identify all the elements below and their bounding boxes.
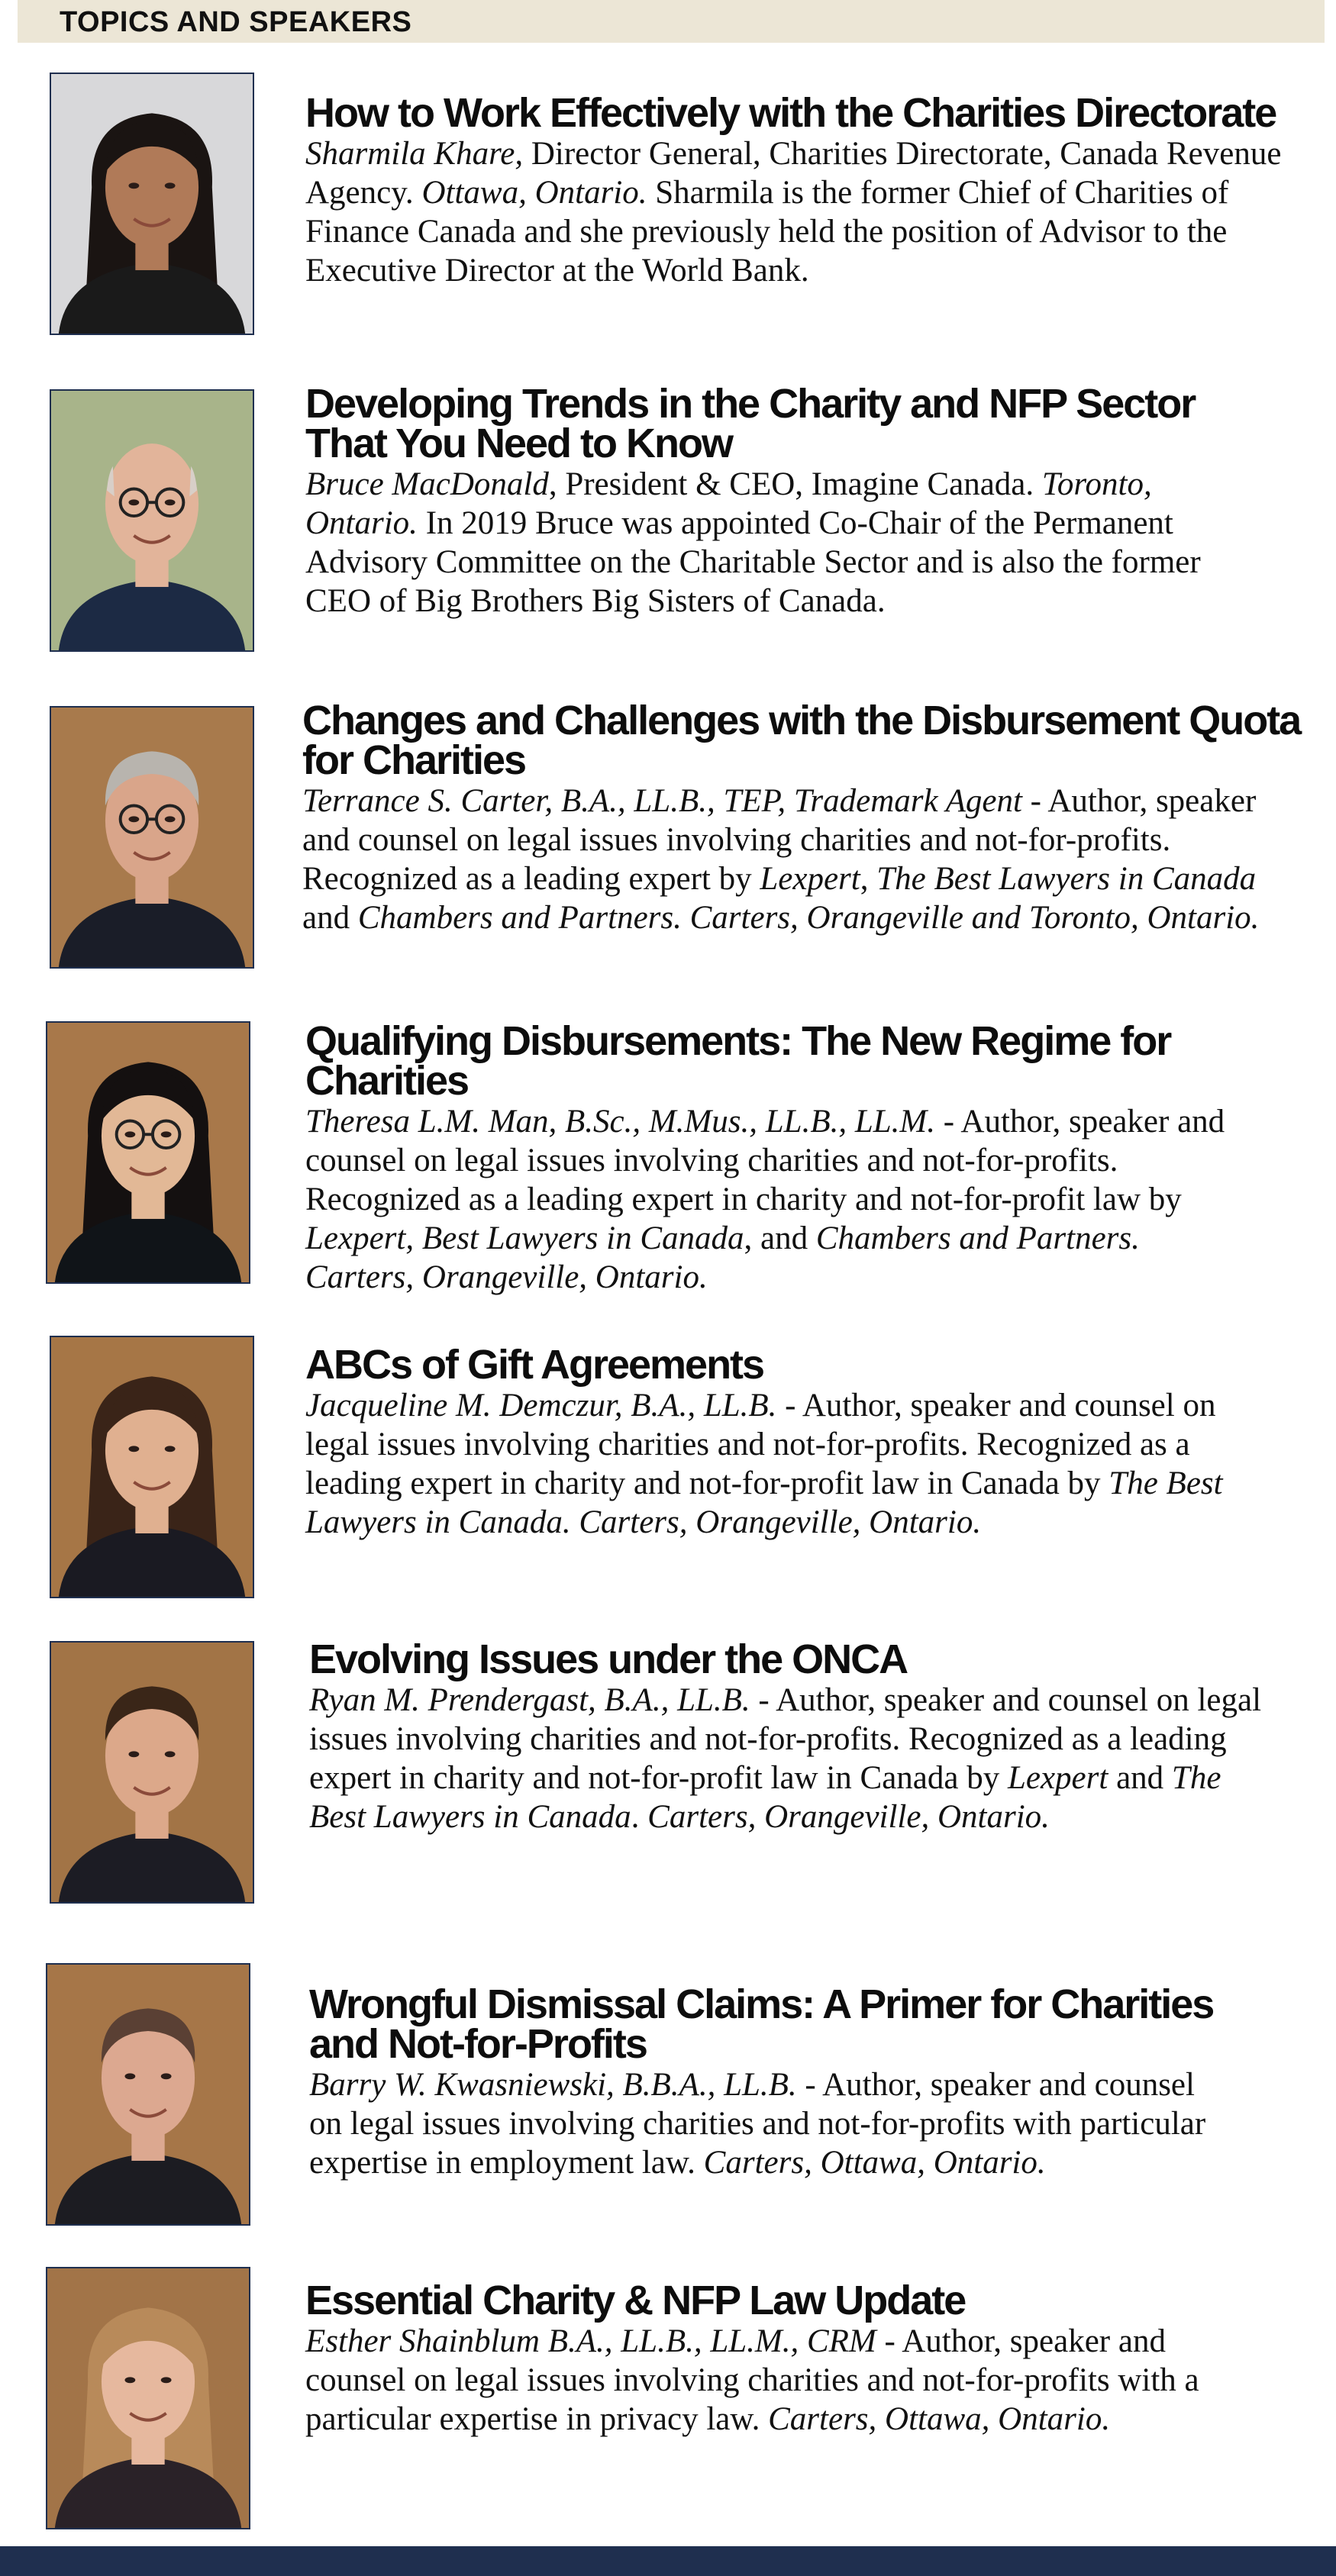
topic-title: Evolving Issues under the ONCA — [309, 1636, 908, 1682]
speaker-photo — [50, 389, 254, 652]
portrait-image — [51, 391, 253, 650]
speaker-photo — [46, 1963, 250, 2226]
bio-segment: - Author, speaker and counsel on legal issues involving charities and not-for-profits. Recognized as a leading expert by — [302, 783, 1257, 897]
topic-title: Qualifying Disbursements: The New Regime for Charities — [305, 1018, 1171, 1104]
bio-segment: Lexpert, Best Lawyers in Canada — [305, 1220, 744, 1256]
topic-title: Developing Trends in the Charity and NFP Sector That You Need to Know — [305, 381, 1196, 466]
speaker-bio — [309, 1681, 1271, 1836]
portrait-image — [51, 74, 253, 334]
speaker-bio — [309, 2065, 1233, 2182]
bio-segment: and — [302, 900, 358, 936]
bio-segment: Terrance S. Carter, B.A., LL.B., TEP, Trademark Agent — [302, 783, 1022, 819]
bio-segment: Barry W. Kwasniewski, B.B.A., LL.B. — [309, 2067, 797, 2103]
bio-segment: , — [860, 861, 877, 897]
speaker-photo — [50, 1641, 254, 1904]
topic-title: How to Work Effectively with the Charities Directorate — [305, 90, 1276, 136]
bio-segment: - Author, speaker and counsel on legal issues involving charities and not-for-profits. Recognized as a leading expert in charity and not-for-profit law by — [305, 1104, 1225, 1217]
speaker-photo — [50, 1336, 254, 1598]
speaker-bio — [305, 134, 1298, 290]
bio-segment: In 2019 Bruce was appointed Co-Chair of the Permanent Advisory Committee on the Charitable Sector and is also the former CEO of Big Brothers Big Sisters of Canada. — [305, 505, 1201, 619]
topic-title: ABCs of Gift Agreements — [305, 1342, 764, 1388]
portrait-image — [47, 1965, 249, 2224]
bio-segment: Esther Shainblum B.A., LL.B., LL.M., CRM — [305, 2323, 876, 2359]
bio-segment: Carters, Orangeville, Ontario. — [647, 1799, 1050, 1835]
topic-title: Changes and Challenges with the Disbursement Quota for Charities — [302, 698, 1301, 783]
portrait-image — [47, 2268, 249, 2528]
section-title: TOPICS AND SPEAKERS — [60, 6, 412, 38]
bio-segment: , and — [744, 1220, 816, 1256]
bio-segment: - Author, speaker and counsel on legal issues involving charities and not-for-profits with a particular expertise in privacy law. — [305, 2323, 1199, 2437]
speaker-bio — [305, 1102, 1252, 1297]
bio-segment: Lexpert — [760, 861, 860, 897]
portrait-image — [47, 1023, 249, 1282]
bio-segment: Ottawa, Ontario. — [421, 175, 647, 211]
bio-segment: Lexpert — [1007, 1760, 1108, 1796]
bio-segment: Carters, Ottawa, Ontario. — [768, 2401, 1111, 2437]
bio-segment: Bruce MacDonald — [305, 466, 549, 502]
bio-segment: Sharmila is the former Chief of Charities of Finance Canada and she previously held the position of Advisor to the Executive Director at the World Bank. — [305, 175, 1229, 289]
bio-segment: - Author, speaker and counsel on legal issues involving charities and not-for-profits. Recognized as a leading expert in charity and not-for-profit law in Canada by — [305, 1388, 1216, 1501]
bio-segment: Chambers and Partners. Carters, Orangeville, Ontario. — [305, 1220, 1140, 1295]
bio-segment: The Best Lawyers in Canada — [876, 861, 1257, 897]
footer-band — [0, 2546, 1336, 2576]
portrait-image — [51, 1337, 253, 1597]
bio-segment: . — [631, 1799, 648, 1835]
bio-segment: Director General, Charities Directorate, Canada Revenue Agency. — [305, 136, 1282, 211]
section-header — [18, 0, 1325, 43]
bio-segment: Toronto, Ontario. — [305, 466, 1152, 541]
bio-segment: Sharmila Khare, — [305, 136, 524, 172]
bio-segment: Theresa L.M. Man, B.Sc., M.Mus., LL.B., LL.M. — [305, 1104, 935, 1140]
bio-segment: , President & CEO, Imagine Canada. — [548, 466, 1042, 502]
speaker-bio — [305, 465, 1221, 621]
bio-segment: The Best Lawyers in Canada. Carters, Orangeville, Ontario. — [305, 1465, 1223, 1540]
speaker-bio — [305, 1386, 1267, 1542]
speaker-photo — [50, 73, 254, 335]
bio-segment: Jacqueline M. Demczur, B.A., LL.B. — [305, 1388, 777, 1423]
bio-segment: and — [1108, 1760, 1172, 1796]
bio-segment: - Author, speaker and counsel on legal issues involving charities and not-for-profits with particular expertise in employment law. — [309, 2067, 1206, 2181]
speaker-photo — [46, 1021, 250, 1284]
bio-segment: Chambers and Partners. Carters, Orangeville and Toronto, Ontario. — [357, 900, 1260, 936]
topic-title: Wrongful Dismissal Claims: A Primer for Charities and Not-for-Profits — [309, 1981, 1214, 2067]
bio-segment: Ryan M. Prendergast, B.A., LL.B. — [309, 1682, 750, 1718]
portrait-image — [51, 1643, 253, 1902]
speaker-photo — [46, 2267, 250, 2529]
bio-segment: Carters, Ottawa, Ontario. — [703, 2145, 1046, 2181]
portrait-image — [51, 708, 253, 967]
speaker-photo — [50, 706, 254, 969]
bio-segment: The Best Lawyers in Canada — [309, 1760, 1221, 1835]
speaker-bio — [305, 2322, 1221, 2439]
topic-title: Essential Charity & NFP Law Update — [305, 2278, 966, 2323]
speaker-bio — [302, 782, 1264, 937]
bio-segment: - Author, speaker and counsel on legal issues involving charities and not-for-profits. Recognized as a leading expert in charity and not-for-profit law in Canada by — [309, 1682, 1262, 1796]
